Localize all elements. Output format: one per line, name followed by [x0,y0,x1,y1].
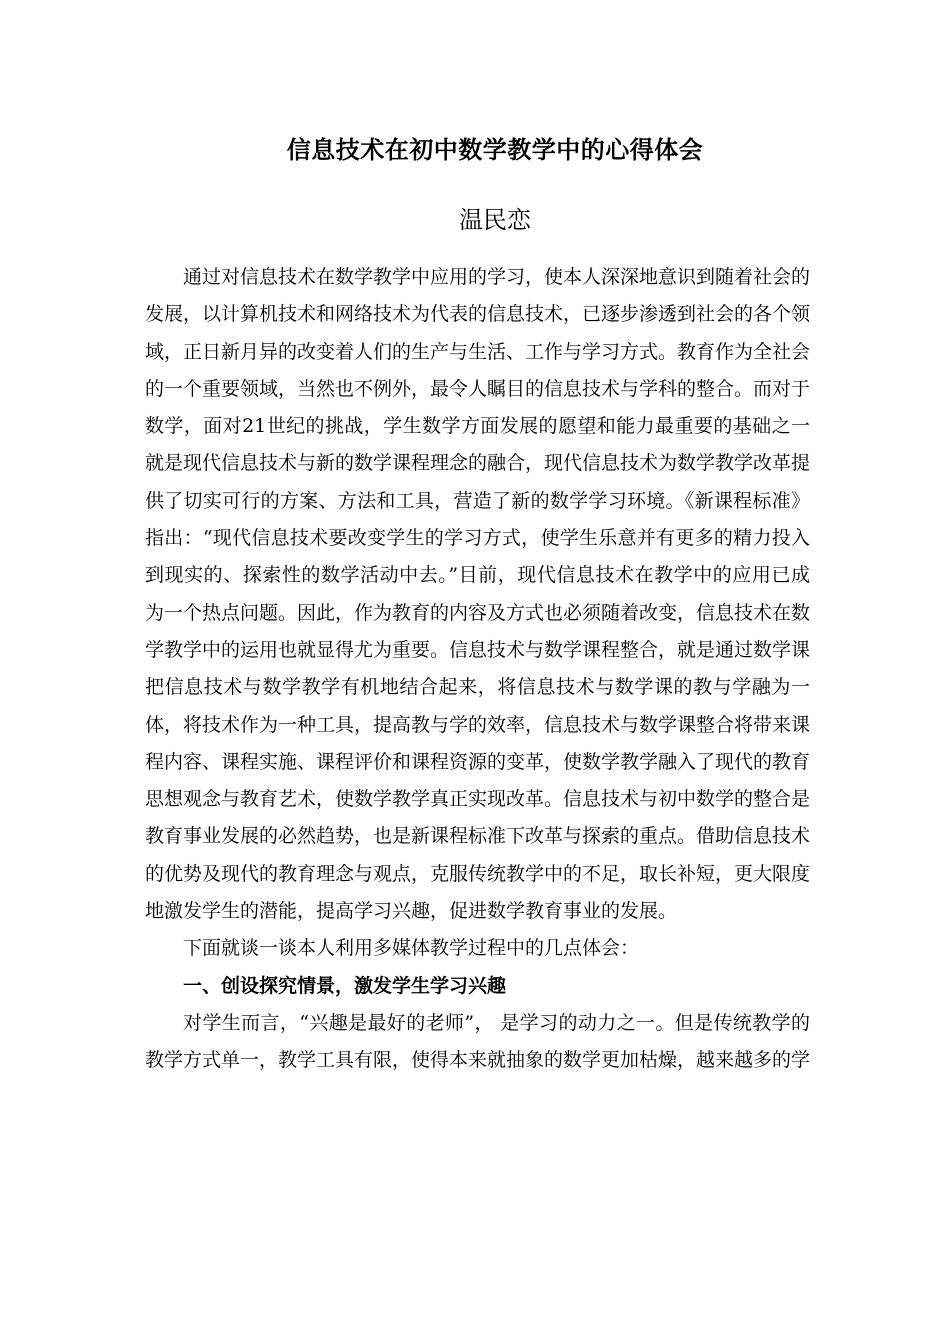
body-paragraph-lead-in: 下面就谈一谈本人利用多媒体教学过程中的几点体会： [183,937,640,960]
document-body [145,259,810,1080]
body-paragraph-section-1: 对学生而言，“兴趣是最好的老师”， 是学习的动力之一。但是传统教学的教学方式单一，教学工具有限，使得本来就抽象的数学更加枯燥，越来越多的学 [145,1011,811,1072]
document-title: 信息技术在初中数学教学中的心得体会 [286,135,704,164]
section-heading-1: 一、创设探究情景，激发学生学习兴趣 [183,974,507,997]
document-author: 温民恋 [459,206,531,234]
body-paragraph-intro: 通过对信息技术在数学教学中应用的学习，使本人深深地意识到随着社会的发展，以计算机技术和网络技术为代表的信息技术，已逐步渗透到社会的各个领域，正日新月异的改变着人们的生产与生活、工作与学习方式。教育作为全社会的一个重要领域，当然也不例外，最令人瞩目的信息技术与学科的整合。而对于数学，面对21世纪的挑战，学生数学方面发展的愿望和能力最重要的基础之一就是现代信息技术与新的数学课程理念的融合，现代信息技术为数学教学改革提供了切实可行的方案、方法和工具，营造了新的数学学习环境。《新课程标准》指出：“现代信息技术要改变学生的学习方式，使学生乐意并有更多的精力投入到现实的、探索性的数学活动中去。”目前，现代信息技术在教学中的应用已成为一个热点问题。因此，作为教育的内容及方式也必须随着改变，信息技术在数学教学中的运用也就显得尤为重要。信息技术与数学课程整合，就是通过数学课把信息技术与数学教学有机地结合起来，将信息技术与数学课的教与学融为一体，将技术作为一种工具，提高教与学的效率，信息技术与数学课整合将带来课程内容、课程实施、课程评价和课程资源的变革，使数学教学融入了现代的教育思想观念与教育艺术，使数学教学真正实现改革。信息技术与初中数学的整合是教育事业发展的必然趋势，也是新课程标准下改革与探索的重点。借助信息技术的优势及现代的教育理念与观点，克服传统教学中的不足，取长补短，更大限度地激发学生的潜能，提高学习兴趣，促进数学教育事业的发展。 [145,266,811,923]
